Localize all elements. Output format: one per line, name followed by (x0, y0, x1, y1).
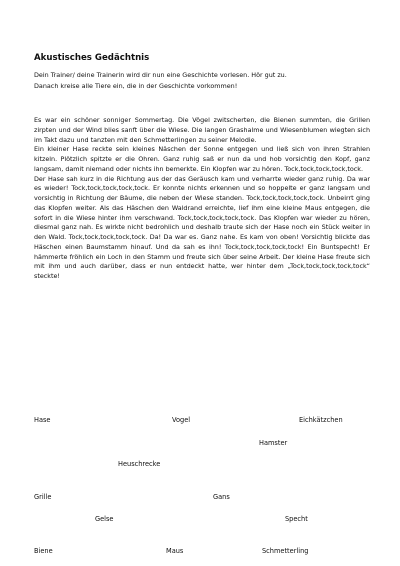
animal-word-hase[interactable]: Hase (34, 416, 51, 424)
instruction-line: Dein Trainer/ deine Trainerin wird dir nun eine Geschichte vorlesen. Hör gut zu. (34, 71, 287, 79)
instruction-line: Danach kreise alle Tiere ein, die in der Geschichte vorkommen! (34, 81, 238, 90)
story-paragraph: Ein kleiner Hase reckte sein kleines Näschen der Sonne entgegen und ließ sich von ihren Strahlen kitzeln. Plötzlich spitzte er die Ohren. Ganz ruhig saß er nun da und hob vorsichtig den Kopf, ganz langsam, damit niemand oder nichts ihn bemerkte. Ein Klopfen war zu hören. Tock,tock,tock,tock,tock. (34, 145, 370, 173)
animal-word-eichkaetzchen[interactable]: Eichkätzchen (299, 416, 343, 424)
animal-word-specht[interactable]: Specht (285, 515, 308, 523)
page-title: Akustisches Gedächtnis (34, 53, 150, 63)
instructions (34, 70, 370, 91)
story-paragraph: Der Hase sah kurz in die Richtung aus der das Geräusch kam und verharrte wieder ganz ruhig. Da war es wieder! Tock,tock,tock,tock,tock. Er konnte nichts erkennen und so hoppelte er ganz langsam und vorsichtig in Richtung der Bäume, die neben der Wiese standen. Tock,tock,tock,tock,tock. Unbeirrt ging das Klopfen weiter. Als das Häschen den Waldrand erreichte, lief ihm eine kleine Maus entgegen, die sofort in die Wiese hinter ihm verschwand. Tock,tock,tock,tock,tock. Das Klopfen war wieder zu hören, diesmal ganz nah. Es wirkte nicht bedrohlich und deshalb traute sich der Hase noch ein Stück weiter in den Wald. Tock,tock,tock,tock,tock. Da! Da war es. Ganz nahe. Es kam von oben! Vorsichtig blickte das Häschen einen Baumstamm hinauf. Und da sah es ihn! Tock,tock,tock,tock,tock! Ein Buntspecht! Er hämmerte fröhlich ein Loch in den Stamm und freute sich über seine Arbeit. Der kleine Hase freute sich mit ihm und auch darüber, dass er nun entdeckt hatte, wer hinter dem „Tock,tock,tock,tock,tock“ steckte! (34, 174, 370, 280)
animal-word-heuschrecke[interactable]: Heuschrecke (118, 460, 161, 468)
animal-word-maus[interactable]: Maus (166, 547, 184, 555)
story-text (34, 116, 370, 282)
animal-word-gans[interactable]: Gans (213, 493, 230, 501)
animal-word-schmetterling[interactable]: Schmetterling (262, 547, 309, 555)
animal-word-vogel[interactable]: Vogel (172, 416, 191, 424)
story-paragraph: Es war ein schöner sonniger Sommertag. Die Vögel zwitscherten, die Bienen summten, die Grillen zirpten und der Wind blies sanft über die Wiese. Die langen Grashalme und Wiesenblumen wiegten sich im Takt dazu und tanzten mit den Schmetterlingen zu seiner Melodie. (34, 116, 370, 144)
animal-word-gelse[interactable]: Gelse (95, 515, 114, 523)
animal-word-hamster[interactable]: Hamster (259, 439, 288, 447)
animal-word-biene[interactable]: Biene (34, 547, 53, 555)
animal-word-grille[interactable]: Grille (34, 493, 52, 501)
